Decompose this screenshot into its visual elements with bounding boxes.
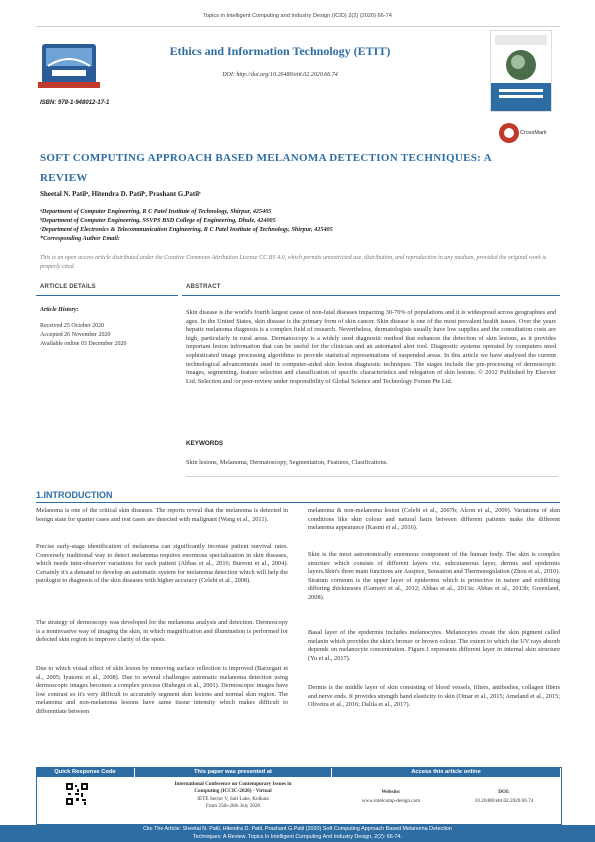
journal-title: Ethics and Information Technology (ETIT) [169, 44, 391, 58]
abstract-rule [182, 295, 560, 296]
website-link[interactable]: www.intelcomp-design.com [361, 798, 421, 804]
doi-value[interactable]: 10.26480/etit.02.2020.66.74 [474, 798, 534, 804]
conference-dates: From 25th-26th July 2020 [205, 803, 261, 809]
received-date: Received 25 October 2020 [40, 323, 105, 329]
abstract-text: Skin disease is the world's fourth largest cause of non-fatal diseases impacting 30-70% of populations and it is widespread across geographies and ages. In the United States, skin disease is the primary form of skin cancer. Skin disease is one of the most prevalent health issues. Over the years hepatic melanoma diagnosis is a complex field of research. Nevertheless, dermatologists usually have low supplies and the consultation costs are high, particularly in rural areas. Dermatoscopy is a widely used diagnostic method that enhances the detection of skin lesions, as it provides important lesion information that can be useful for the clinician and an automated alert tool. Diagnostic systems operated by computers need sophisticated image processing algorithms to provide statistical representations of suspended areas. In this article we have analysed the current technological advancements used in computer-aided skin lesion diagnostic techniques. The stages include the pre-processing of dermoscopic images, segmenting, feature selection and classification of specific characteristics and relegation of skin lesions. © 2012 Published by Elsevier Ltd. Selection and /or peer-review under responsibility of Global Science and Technology Forum Pte Ltd. [186, 309, 556, 385]
journal-cover-image [490, 30, 552, 112]
conference-name-line2: Computing (ICCIC-2020) - Virtual [194, 788, 272, 794]
paper-title [40, 148, 560, 188]
right-paragraph: Basal layer of the epidermis includes melanocytes. Melanocytes create the skin pigment called melanin which provides the skin's bronze or brown colour. The extent to which the UV rays absorb depends on melanocyte concentration. Figure.1 represents different layer in internal skin structure (Yu et al., 2017). [308, 629, 560, 662]
accepted-date: Accepted 26 November 2020 [40, 332, 111, 338]
citation-line2: Techniques: A Review. Topics In Intelligent Computing And Industry Design, 2(2): 66-74. [192, 833, 403, 840]
left-paragraph: The strategy of dermoscopy was developed for the melanoma analysis and detection. Dermoscopy is a noninvasive way of imaging the skin, in which magnification and illumination is performed for defected skin region to improve clarity of the spots. [36, 619, 288, 643]
keywords-heading: KEYWORDS [186, 440, 224, 447]
left-paragraph: Melanoma is one of the critical skin diseases. The reports reveal that the melanoma is detected in benign state for quarter cases and rest cases are detected with malignant (Wang et al., 2011). [36, 507, 288, 523]
affiliation-b: ᵇDepartment of Computer Engineering, SSVPS BSD College of Engineering, Dhule, 424005 [40, 217, 276, 224]
right-paragraph: Skin is the most astronomically enormous component of the human body. The skin is complex structure which consists of different layers viz. subcutaneous layer, dermis and epidermis layers.Skin's three main functions are Auspice, Sensation and Thermoregulation (Zhou et al., 2010). Stratum corneum is the upper layer of epidermis which is protective in nature and exhibiting differing thicknesses (Garnavi et al., 2012; Abbas et al., 2013a; Abbas et al., 2013b; Greenland, 2008). [308, 551, 560, 601]
presented-heading: This paper was presented at [135, 767, 331, 777]
isbn: ISBN: 978-1-948012-17-1 [40, 100, 110, 106]
website-label: Website: [381, 789, 401, 795]
authors: Sheetal N. Patilᵃ, Hitendra D. Patilᵇ, Prashant G.Patilᶜ [40, 190, 201, 198]
qr-code[interactable] [66, 783, 88, 805]
keywords-text: Skin lesions, Melanoma, Dermatoscopy, Segmentation, Features, Clasifications. [186, 459, 388, 466]
online-date: Available online 03 December 2020 [40, 341, 127, 347]
paper-title-line2: REVIEW [40, 172, 88, 184]
journal-doi[interactable]: DOI: http://doi.org/10.26480/etit.02.2020.66.74 [222, 72, 338, 78]
license-notice: This is an open access article distributed under the Creative Commons Attribution License CC BY 4.0, which permits unrestricted use, distribution, and reproduction in any medium, provided the original work is properly cited. [40, 255, 547, 270]
article-history-label: Article History: [40, 307, 79, 313]
crossmark-label: CrossMark [520, 130, 547, 136]
right-paragraph: melanoma & non-melanoma lesion (Celebi et al., 2007b; Alcon et al., 2009). Variations of skin conditions like skin colour and natural hairs between different patients make the different melanoma appearance (Kasmi et al., 2016). [308, 507, 560, 531]
article-details-rule [36, 295, 178, 296]
left-paragraph: Due to which visual effect of skin lesion by removing surface reflection is improved (Barzegari et al., 2005; Iyatomi et al., 2008). Due to several challenges automatic melanoma detection using dermoscopic images becomes a complex process (Rubegni et al., 2001). Dermoscopic images have low contrast so it's very difficult to accurately segment skin lesions and normal skin region. The melanoma and non-melanoma lesions have same tissue intensity which makes difficult to differentiate between [36, 665, 288, 715]
keywords-rule [186, 476, 558, 477]
crossmark-icon[interactable] [498, 122, 520, 144]
affiliation-c: ᶜDepartment of Electronics & Telecommunication Engineering, R C Patel Institute of Technology, Shirpur, 425405 [40, 226, 333, 233]
header-divider [36, 26, 560, 27]
conference-venue: IETE Sector V, Salt Lake, Kolkata [197, 796, 269, 802]
corresponding-author: *Corresponding Author Email: [40, 235, 120, 242]
introduction-heading: 1.INTRODUCTION [36, 490, 113, 500]
access-heading: Access this article online [332, 767, 560, 777]
article-details-heading: ARTICLE DETAILS [40, 284, 96, 290]
running-header: Topics in Intelligent Computing and Industry Design (ICID) 2(2) (2020) 66-74 [203, 13, 392, 19]
conference-name-line1: International Conference on Contemporary Issues in [174, 781, 292, 787]
affiliation-a: ᵃDepartment of Computer Engineering, R C Patel Institute of Technology, Shirpur, 425405 [40, 208, 272, 215]
citation-line1: Cite The Article: Sheetal N. Patil, Hitendra D. Patil, Prashant G.Patil (2020) Soft Computing Approach Based Melanoma Detection [143, 826, 452, 832]
doi-label: DOI: [498, 789, 510, 795]
paper-title-line1: SOFT COMPUTING APPROACH BASED MELANOMA DETECTION TECHNIQUES: A [40, 152, 492, 164]
abstract-heading: ABSTRACT [186, 284, 221, 290]
introduction-rule [36, 502, 560, 503]
left-paragraph: Precise early-stage identification of melanoma can significantly increase patient survival rates. Conversely traditional way to detect melanoma requires enormous specialization in skin diseases, which needs inter-observer variations for each patient (Abbas et al., 2016; Burroni et al., 2004). Certainly it's a demand to develop an automatic system for melanoma detection which will help the patologist to diagnosis of the skin diseases with higher accuracy (Celebi et al., 2008). [36, 543, 288, 584]
journal-logo [38, 42, 100, 92]
right-paragraph: Dermis is the middle layer of skin consisting of blood vessels, filters, antibodies, collagen fibers and nerve ends. It provides strength hand elasticity to skin (Omar et al., 2015; Ameland et al., 2015; Oliveira et al., 2016; Dalila et al., 2017). [308, 684, 560, 708]
citation-bar [0, 825, 595, 842]
qr-heading: Quick Response Code [36, 767, 134, 777]
